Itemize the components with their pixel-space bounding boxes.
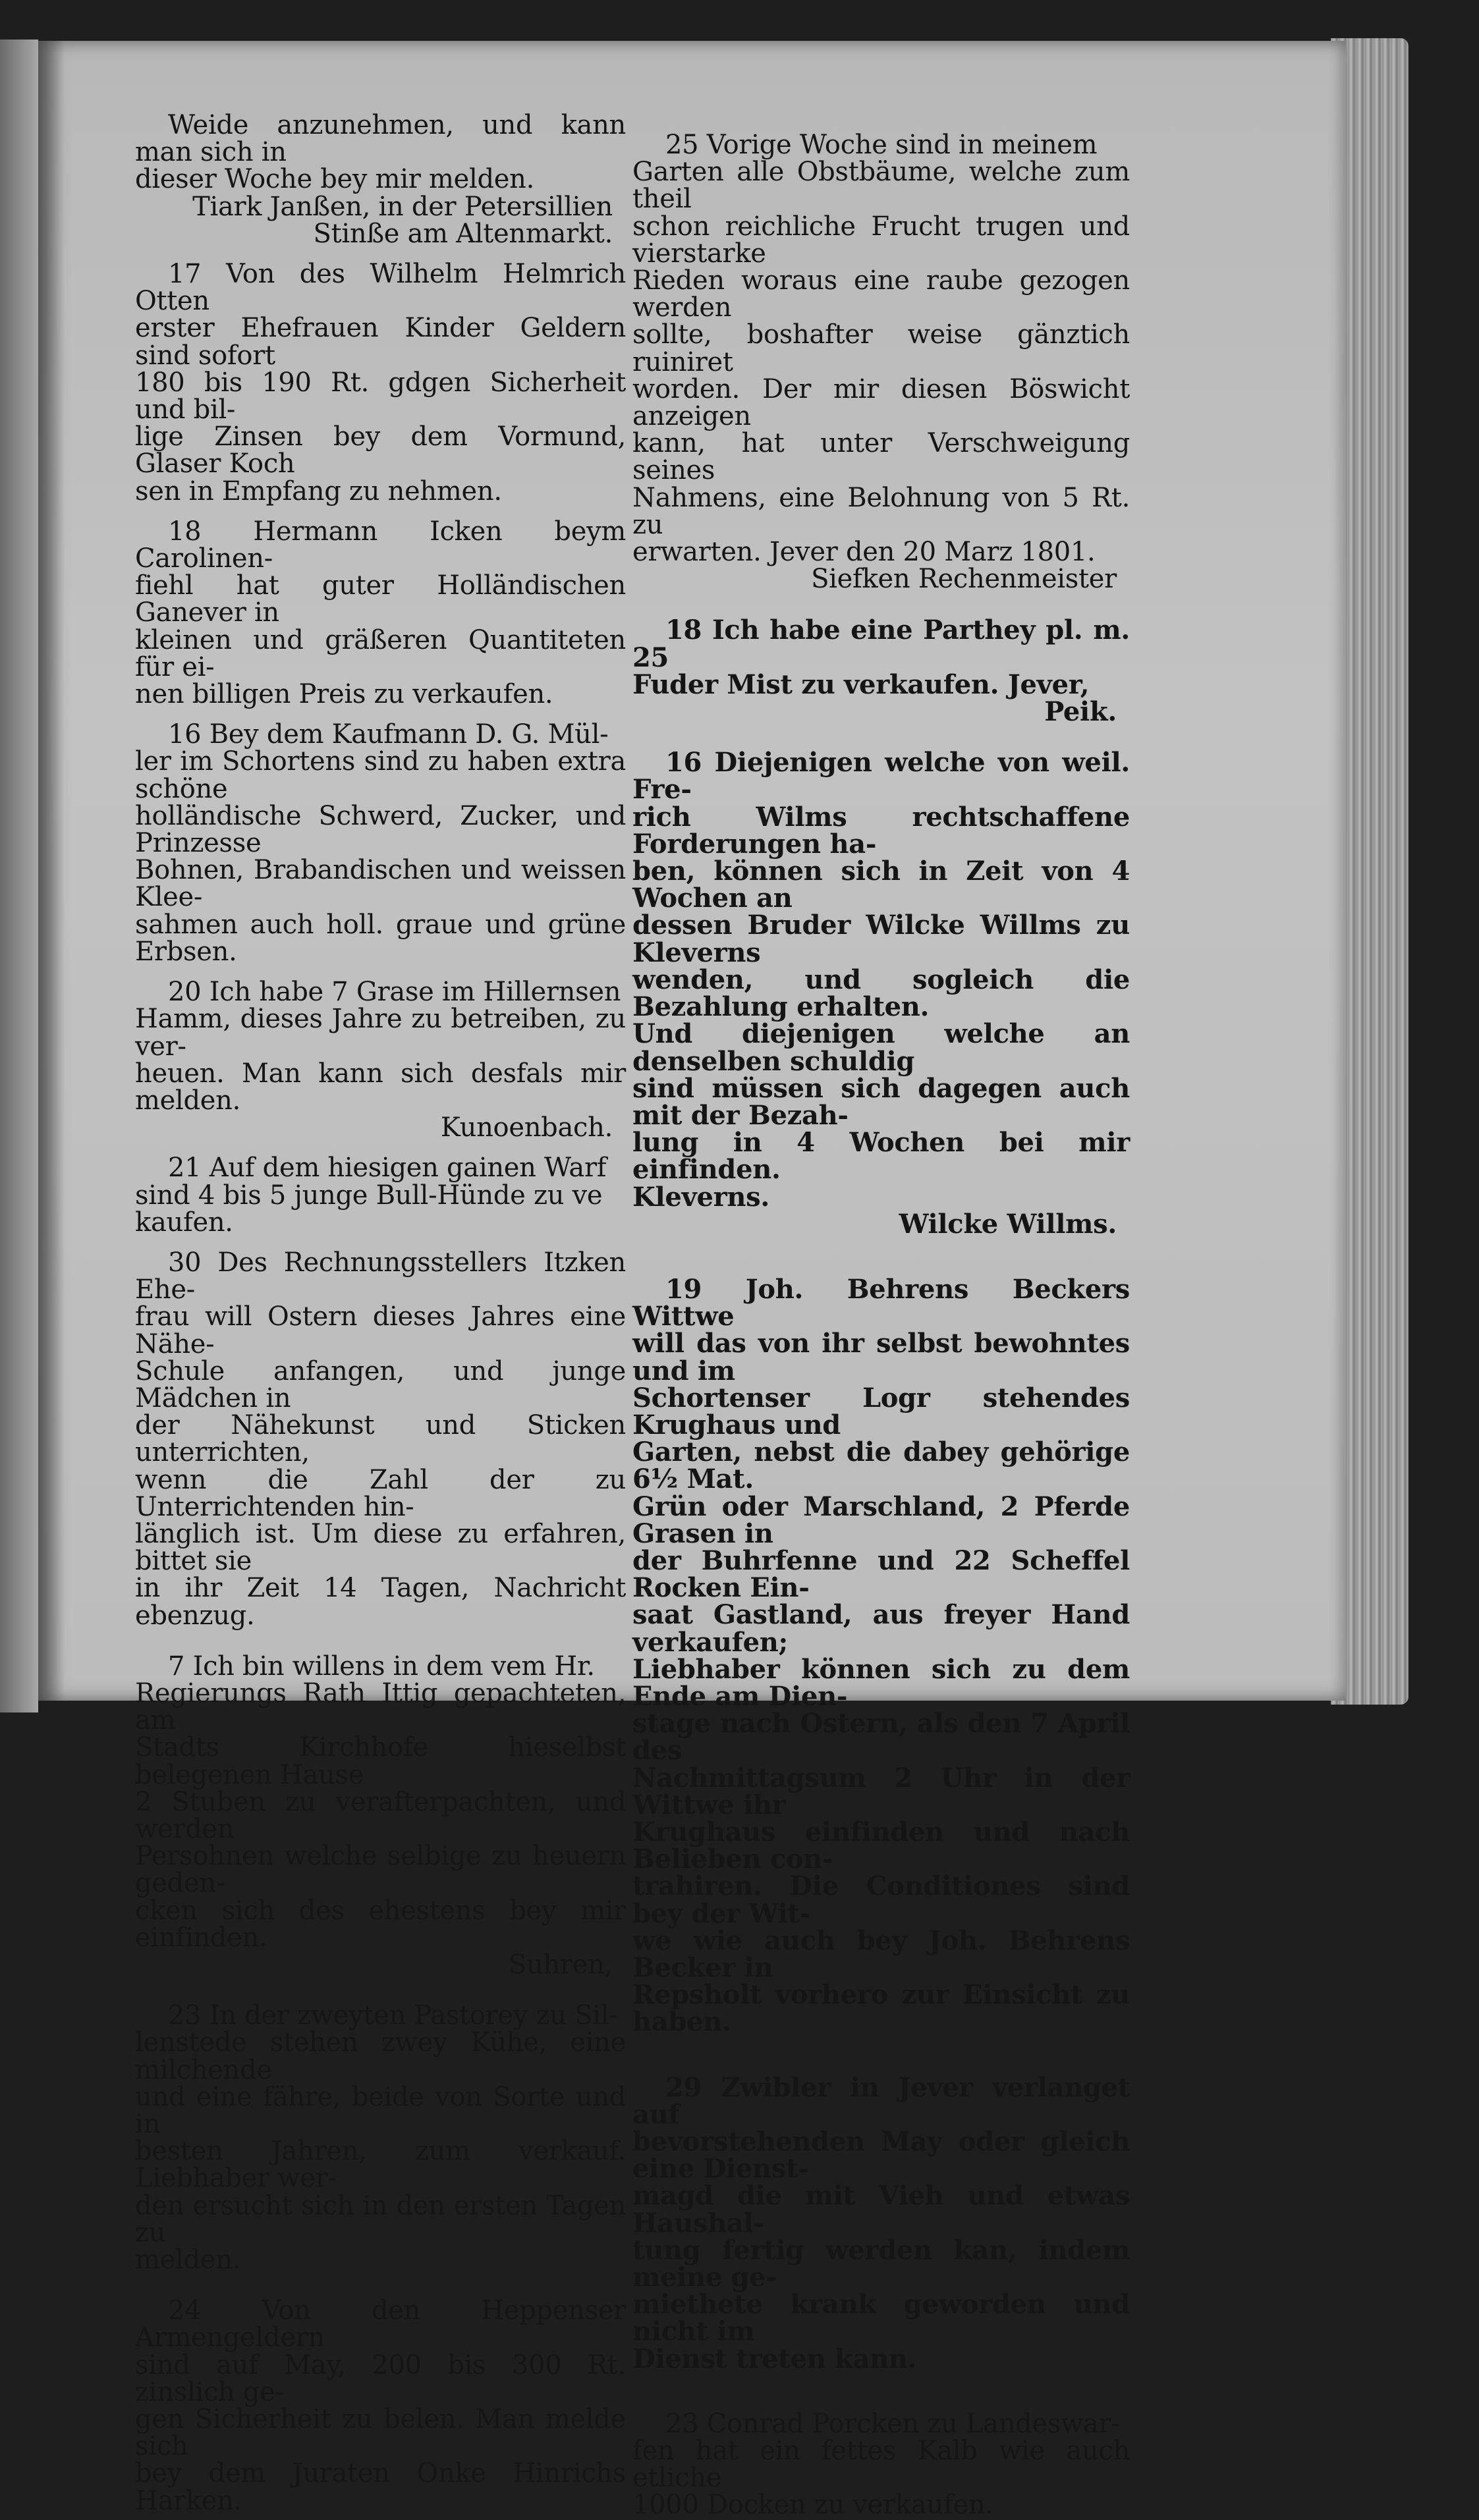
ad-line: 23 Conrad Porcken zu Landeswar- <box>665 2408 1120 2439</box>
ad-signature: Siefken Rechenmeister <box>811 564 1117 595</box>
ad-line: Krughaus einfinden und nach Belieben con- <box>632 1816 1130 1875</box>
advertisement-stuben <box>135 1653 626 1979</box>
ad-line: 18 Hermann Icken beym Carolinen- <box>135 516 626 574</box>
advertisement-otten <box>135 261 626 505</box>
ad-line: 21 Auf dem hiesigen gainen Warf <box>168 1153 607 1184</box>
ad-line: ler im Schortens sind zu haben extra schöne <box>135 746 626 804</box>
ad-line: Hamm, dieses Jahre zu betreiben, zu ver- <box>135 1004 626 1062</box>
ad-line: Garten alle Obstbäume, welche zum theil <box>632 157 1130 215</box>
ad-line: 16 Bey dem Kaufmann D. G. Mül- <box>168 719 609 750</box>
advertisement-icken <box>135 518 626 708</box>
ad-line: sahmen auch holl. graue und grüne Erbsen. <box>135 909 626 967</box>
ad-line: kann, hat unter Verschweigung seines <box>632 428 1130 486</box>
ad-line: Rieden woraus eine raube gezogen werden <box>632 265 1130 323</box>
ad-line: gen Sicherheit zu belen. Man melde sich <box>135 2404 626 2462</box>
ad-line: Garten, nebst die dabey gehörige 6½ Mat. <box>632 1437 1130 1495</box>
ad-line: der Buhrfenne und 22 Scheffel Rocken Ein- <box>632 1545 1130 1604</box>
ad-line: bey dem Juraten Onke Hinrichs Harken. <box>135 2458 626 2516</box>
ad-line: besten Jahren, zum verkauf. Liebhaber wer- <box>135 2136 626 2194</box>
ad-line: kaufen. <box>135 1207 233 1238</box>
ad-line: Schule anfangen, und junge Mädchen in <box>135 1356 626 1413</box>
ad-line: Und diejenigen welche an denselben schuldig <box>632 1018 1130 1077</box>
ad-spacer <box>632 2372 1130 2411</box>
ad-line: sind müssen sich dagegen auch mit der Bezah- <box>632 1072 1130 1131</box>
spine-shadow <box>38 41 65 1701</box>
ad-signature: Peik. <box>1044 696 1117 728</box>
ad-line: worden. Der mir diesen Böswicht anzeigen <box>632 373 1130 432</box>
ad-line: lenstede stehen zwey Kühe, eine milchende <box>135 2027 626 2085</box>
ad-line: trahiren. Die Conditiones sind bey der Wit- <box>632 1871 1130 1929</box>
ad-signature: Tiark Janßen, in der Petersillien Stinße am Altenmarkt. <box>192 191 613 249</box>
ad-line: lige Zinsen bey dem Vormund, Glaser Koch <box>135 422 626 479</box>
ad-line: 18 Ich habe eine Parthey pl. m. 25 <box>632 615 1130 673</box>
ad-signature: Suhren, <box>508 1950 613 1980</box>
ad-line: Dienst treten kann. <box>632 2343 917 2374</box>
ad-line: Schortenser Logr stehendes Krughaus und <box>632 1382 1130 1440</box>
advertisement-becker <box>632 1273 1130 2038</box>
ad-spacer <box>135 1630 626 1653</box>
ad-line: melden. <box>135 2245 241 2276</box>
ad-line: Liebhaber können sich zu dem Ende am Dien- <box>632 1653 1130 1712</box>
right-column <box>632 132 1130 2519</box>
ad-line: Nahmens, eine Belohnung von 5 Rt. zu <box>632 482 1130 540</box>
advertisement-mueller <box>135 721 626 966</box>
ad-line: erster Ehefrauen Kinder Geldern sind sofort <box>135 313 626 371</box>
ad-spacer <box>632 1238 1130 1276</box>
ad-line: Grün oder Marschland, 2 Pferde Grasen in <box>632 1491 1130 1549</box>
ad-spacer <box>632 2036 1130 2074</box>
advertisement-grase <box>135 979 626 1141</box>
advertisement-itzken <box>135 1249 626 1630</box>
ad-line: 7 Ich bin willens in dem vem Hr. <box>168 1651 595 1682</box>
ad-line: den ersucht sich in den ersten Tagen zu <box>135 2190 626 2248</box>
ad-line: holländische Schwerd, Zucker, und Prinzesse <box>135 800 626 859</box>
ad-line: sind auf May, 200 bis 300 Rt. zinslich ge- <box>135 2349 626 2407</box>
ad-line: lung in 4 Wochen bei mir einfinden. <box>632 1127 1130 1186</box>
advertisement-zwibler <box>632 2071 1130 2374</box>
ad-line: 2 Stuben zu verafterpachten, und werden <box>135 1786 626 1844</box>
ad-line: Regierungs Rath Ittig gepachteten, am <box>135 1678 626 1736</box>
ad-line: nen billigen Preis zu verkaufen. <box>135 679 553 710</box>
ad-line: kleinen und gräßeren Quantiteten für ei- <box>135 624 626 682</box>
ad-spacer <box>632 725 1130 749</box>
ad-line: wenden, und sogleich die Bezahlung erhalten. <box>632 964 1130 1023</box>
advertisement-weide <box>135 112 626 248</box>
ad-line: 29 Zwibler in Jever verlanget auf <box>632 2071 1130 2130</box>
left-page-edge <box>0 40 38 1712</box>
advertisement-mist <box>632 615 1130 728</box>
ad-line: heuen. Man kann sich desfals mir melden. <box>135 1058 626 1116</box>
ad-line: 1000 Docken zu verkaufen. <box>632 2490 993 2520</box>
ad-line: sen in Empfang zu nehmen. <box>135 476 502 507</box>
ad-line: Weide anzunehmen, und kann man sich in <box>135 110 626 168</box>
ad-line: der Nähekunst und Sticken unterrichten, <box>135 1410 626 1468</box>
ad-line: Bohnen, Brabandischen und weissen Klee- <box>135 855 626 913</box>
ad-line: 25 Vorige Woche sind in meinem <box>665 130 1098 160</box>
ad-line: rich Wilms rechtschaffene Forderungen ha- <box>632 801 1130 860</box>
ad-spacer <box>632 593 1130 616</box>
ad-line: Fuder Mist zu verkaufen. Jever, <box>632 669 1090 700</box>
ad-line: 20 Ich habe 7 Grase im Hillernsen <box>168 977 621 1008</box>
ad-line: ben, können sich in Zeit von 4 Wochen an <box>632 856 1130 914</box>
ad-line: 24 Von den Heppenser Armengeldern <box>135 2295 626 2353</box>
ad-line: Kleverns. <box>632 1181 770 1213</box>
ad-line: länglich ist. Um diese zu erfahren, bittet sie <box>135 1518 626 1577</box>
ad-line: miethete krank geworden und nicht im <box>632 2289 1130 2347</box>
ad-line: Stadts Kirchhofe hieselbst belegenen Hause <box>135 1732 626 1790</box>
ad-line: will das von ihr selbst bewohntes und im <box>632 1328 1130 1386</box>
left-column <box>135 112 626 2515</box>
ad-line: cken sich des ehestens bey mir einfinden. <box>135 1895 626 1953</box>
ad-line: we wie auch bey Joh. Behrens Becker in <box>632 1925 1130 1983</box>
ad-line: 23 In der zweyten Pastorey zu Sil- <box>168 2000 618 2031</box>
ad-line: 16 Diejenigen welche von weil. Fre- <box>632 747 1130 806</box>
advertisement-kuehe <box>135 2002 626 2274</box>
advertisement-obstbaeume <box>632 132 1130 593</box>
ad-line: erwarten. Jever den 20 Marz 1801. <box>632 537 1096 568</box>
advertisement-bull <box>135 1155 626 1236</box>
ad-line: wenn die Zahl der zu Unterrichtenden hin- <box>135 1464 626 1522</box>
ad-line: dieser Woche bey mir melden. <box>135 164 535 195</box>
ad-line: dessen Bruder Wilcke Willms zu Kleverns <box>632 910 1130 968</box>
ad-spacer <box>135 2274 626 2297</box>
ad-line: tung fertig werden kan, indem meine ge- <box>632 2234 1130 2293</box>
advertisement-willms <box>632 749 1130 1238</box>
ad-line: Persohnen welche selbige zu heuern geden- <box>135 1841 626 1899</box>
ad-line: 17 Von des Wilhelm Helmrich Otten <box>135 259 626 317</box>
advertisement-porcken <box>632 2408 1130 2520</box>
ad-line: 180 bis 190 Rt. gdgen Sicherheit und bil- <box>135 367 626 425</box>
ad-line: Nachmittagsum 2 Uhr in der Wittwe ihr <box>632 1762 1130 1821</box>
ad-line: und eine fähre, beide von Sorte und in <box>135 2081 626 2140</box>
ad-line: frau will Ostern dieses Jahres eine Nähe- <box>135 1301 626 1359</box>
ad-line: fen hat ein fettes Kalb wie auch etliche <box>632 2436 1130 2494</box>
ad-line: stage nach Ostern, als den 7 April des <box>632 1708 1130 1767</box>
ad-line: sind 4 bis 5 junge Bull-Hünde zu ve <box>135 1180 603 1211</box>
ad-line: sollte, boshafter weise gänztich ruiniret <box>632 319 1130 377</box>
ad-signature: Kunoenbach. <box>440 1112 613 1143</box>
ad-line: 19 Joh. Behrens Beckers Wittwe <box>632 1273 1130 1332</box>
ad-line: 30 Des Rechnungsstellers Itzken Ehe- <box>135 1247 626 1305</box>
ad-line: Repsholt vorhero zur Einsicht zu haben. <box>632 1979 1130 2038</box>
ad-line: fiehl hat guter Holländischen Ganever in <box>135 570 626 628</box>
ad-line: magd die mit Vieh und etwas Haushal- <box>632 2180 1130 2239</box>
ad-signature: Wilcke Willms. <box>899 1208 1117 1240</box>
advertisement-armengeld <box>135 2297 626 2515</box>
ad-line: in ihr Zeit 14 Tagen, Nachricht ebenzug. <box>135 1573 626 1631</box>
ad-spacer <box>135 1979 626 2002</box>
ad-line: saat Gastland, aus freyer Hand verkaufen; <box>632 1599 1130 1658</box>
ad-line: bevorstehenden May oder gleich eine Dienst- <box>632 2126 1130 2185</box>
ad-line: schon reichliche Frucht trugen und vierstarke <box>632 211 1130 269</box>
